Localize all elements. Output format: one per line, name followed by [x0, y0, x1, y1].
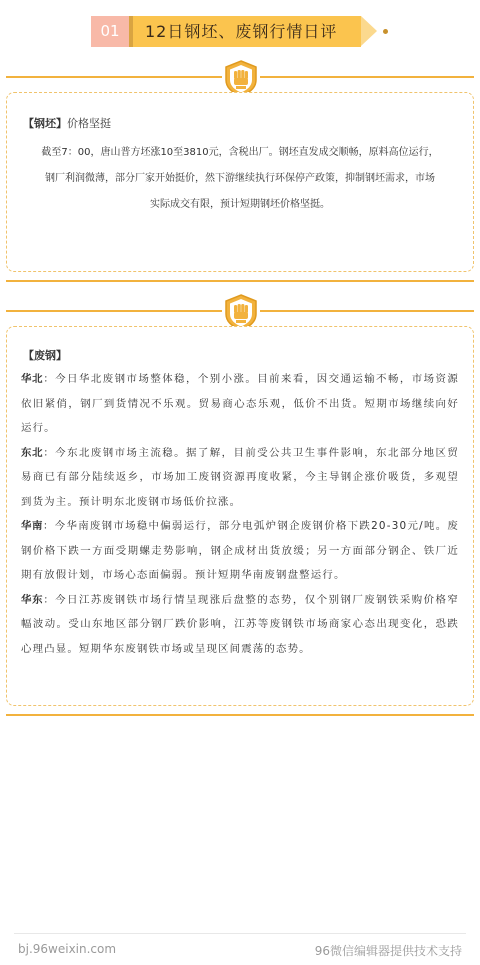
billet-heading: [23, 113, 457, 135]
steel-billet-card: [6, 92, 474, 272]
region-text: ：今华南废钢市场稳中偏弱运行，部分电弧炉钢企废钢价格下跌20-30元/吨。废钢价格下跌一方面受期螺走势影响，钢企成材出货放缓；另一方面部分钢企、铁厂近期有放假计划，市场心态面偏弱。预计短期华南废钢盘整运行。: [21, 520, 460, 581]
region-paragraph-dongbei: [21, 441, 459, 515]
billet-body: [23, 140, 457, 218]
region-text: ：今东北废钢市场主流稳。据了解，目前受公共卫生事件影响，东北部分地区贸易商已有部分陆续返乡，市场加工废钢资源再度收紧，今主导钢企涨价吸货，多观望到货为主。预计明东北废钢市场低价拉涨。: [21, 446, 460, 508]
scrap-steel-card: [6, 326, 474, 706]
page-title: 12日钢坯、废钢行情日评: [133, 16, 361, 47]
region-label: 华南: [21, 520, 44, 532]
billet-bracket-title: 【钢坯】: [23, 117, 67, 130]
region-label: 华东: [21, 593, 44, 606]
footer-credit: 96微信编辑器提供技术支持: [314, 944, 462, 958]
region-label: 东北: [21, 446, 44, 459]
region-text: ：今日华北废钢市场整体稳，个别小涨。目前来看，因交通运输不畅，市场资源依旧紧俏，钢厂到货情况不乐观。贸易商心态乐观，低价不出货。短期市场继续向好运行。: [21, 373, 460, 434]
region-paragraph-huabei: [21, 367, 459, 441]
card-bottom-rule: [6, 714, 474, 716]
header-banner: [91, 16, 391, 47]
footer-divider: [14, 933, 466, 934]
banner-arrow-icon: [361, 16, 377, 46]
region-label: 华北: [21, 373, 44, 385]
billet-line: 钢厂利润微薄，部分厂家开始挺价，然下游继续执行环保停产政策，抑制钢坯需求，市场: [45, 173, 435, 184]
footer-site-link[interactable]: bj.96weixin.com: [18, 942, 117, 956]
region-paragraph-huanan: [21, 514, 459, 588]
region-text: ：今日江苏废钢铁市场行情呈现涨后盘整的态势，仅个别钢厂废钢铁采购价格窄幅波动。受山东地区部分钢厂跌价影响，江苏等废钢铁市场商家心态出现变化，恐跌心理凸显。短期华东废钢铁市场或呈现区间震荡的态势。: [21, 593, 460, 655]
region-paragraph-huadong: [21, 588, 459, 662]
banner-dot-icon: [383, 29, 388, 34]
section-number: 01: [91, 16, 129, 47]
billet-subtitle: 价格坚挺: [67, 117, 111, 130]
scrap-heading: 【废钢】: [23, 349, 67, 362]
card-bottom-rule: [6, 280, 474, 282]
billet-line: 截至7：00，唐山普方坯涨10至3810元，含税出厂。钢坯直发成交顺畅，原料高位运行，: [41, 147, 439, 158]
billet-line: 实际成交有限，预计短期钢坯价格坚挺。: [150, 199, 330, 210]
